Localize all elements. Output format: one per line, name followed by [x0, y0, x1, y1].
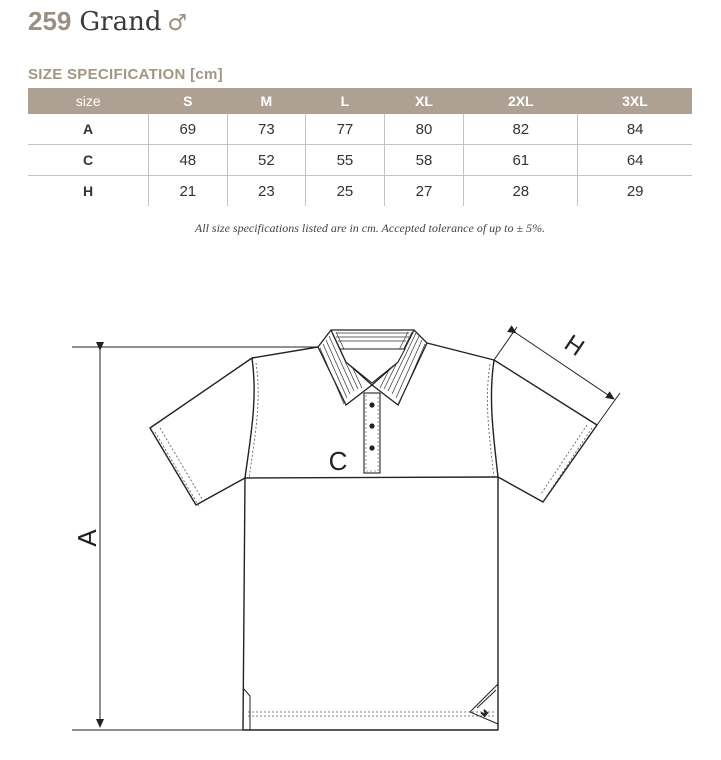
table-cell: 69	[149, 114, 228, 145]
male-symbol-icon: ♂	[167, 11, 188, 36]
table-cell: 77	[306, 114, 385, 145]
table-header-cell: 3XL	[578, 88, 692, 114]
label-h: H	[559, 329, 589, 362]
label-a: A	[72, 529, 102, 547]
table-cell: 27	[384, 176, 463, 207]
stitch-lines	[155, 363, 592, 719]
measure-h	[494, 327, 620, 425]
table-header-cell: size	[28, 88, 149, 114]
table-cell: 58	[384, 145, 463, 176]
table-cell: 55	[306, 145, 385, 176]
button	[369, 445, 374, 450]
table-cell: 82	[464, 114, 578, 145]
row-label: A	[28, 114, 149, 145]
table-cell: 25	[306, 176, 385, 207]
table-cell: 28	[464, 176, 578, 207]
row-label: C	[28, 145, 149, 176]
section-title: SIZE SPECIFICATION [cm]	[28, 66, 223, 83]
table-header-cell: S	[149, 88, 228, 114]
table-cell: 21	[149, 176, 228, 207]
side-vents	[243, 684, 498, 730]
left-sleeve	[150, 347, 318, 505]
model-number: 259	[28, 6, 72, 36]
table-cell: 61	[464, 145, 578, 176]
collar	[318, 330, 427, 405]
tolerance-note: All size specifications listed are in cm. Accepted tolerance of up to ± 5%.	[194, 221, 546, 235]
chest-seam	[245, 477, 498, 478]
shirt-body	[243, 477, 498, 730]
button	[369, 402, 374, 407]
label-c: C	[328, 446, 348, 476]
right-sleeve	[427, 343, 597, 502]
measure-a	[72, 347, 318, 730]
table-header-cell: L	[306, 88, 385, 114]
table-cell: 48	[149, 145, 228, 176]
table-cell: 52	[227, 145, 306, 176]
table-cell: 64	[578, 145, 692, 176]
shirt-outline	[150, 343, 597, 730]
svg-text:M: M	[480, 709, 490, 719]
placket	[364, 393, 380, 473]
table-header-cell: XL	[384, 88, 463, 114]
model-name: Grand	[79, 7, 162, 37]
table-cell: 23	[227, 176, 306, 207]
table-cell: 80	[384, 114, 463, 145]
table-header-cell: M	[227, 88, 306, 114]
table-cell: 84	[578, 114, 692, 145]
table-cell: 73	[227, 114, 306, 145]
row-label: H	[82, 183, 94, 199]
table-header-cell: 2XL	[464, 88, 578, 114]
button	[369, 423, 374, 428]
table-cell: 29	[578, 176, 692, 207]
